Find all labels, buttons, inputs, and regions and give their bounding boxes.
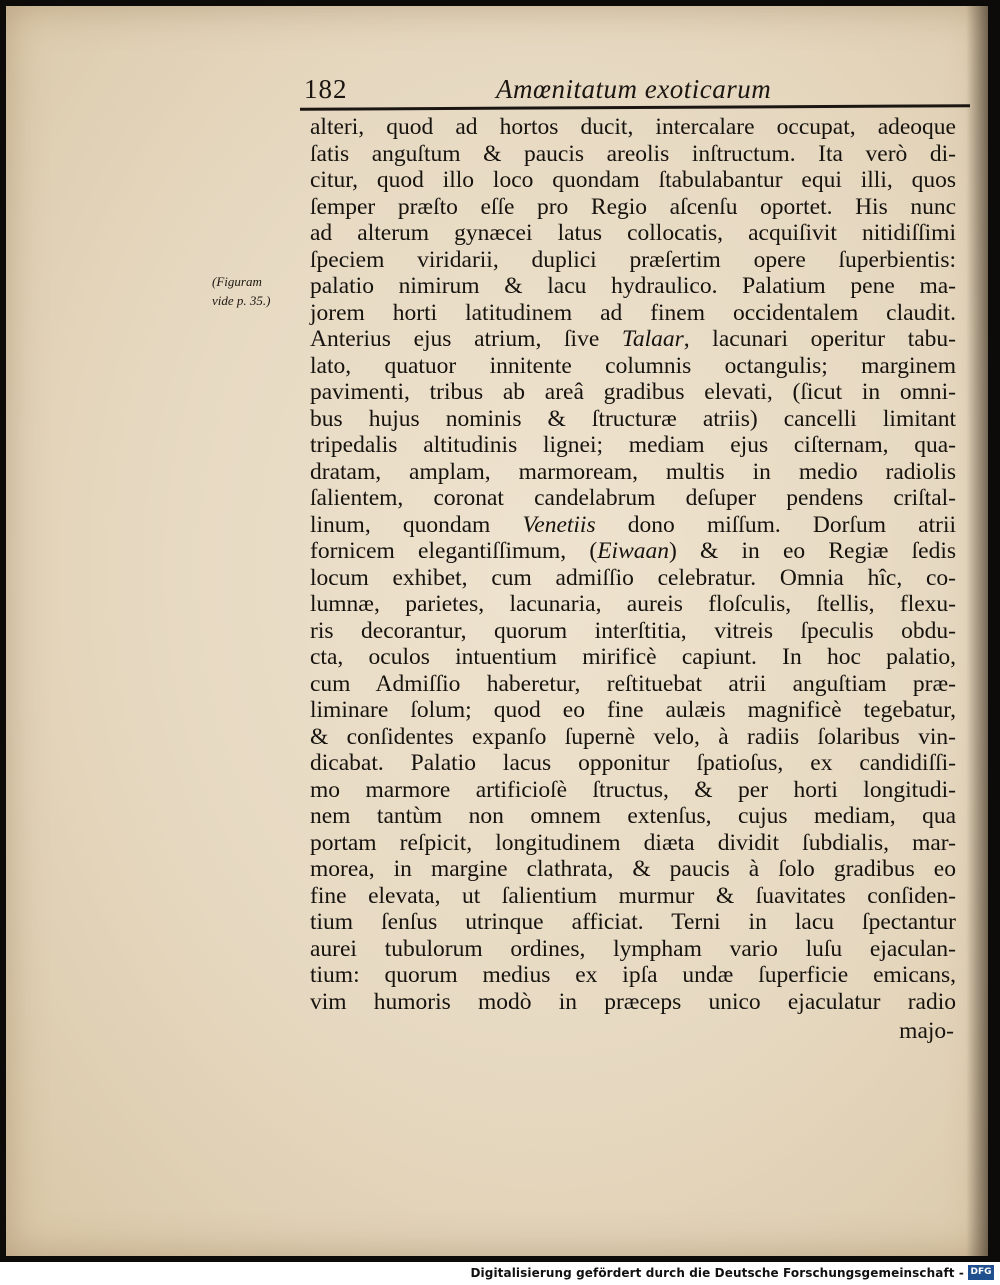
text-line: ad alterum gynæcei latus collocatis, acquiſivit nitidiſſimi xyxy=(310,220,956,246)
text-line: dratam, amplam, marmoream, multis in medio radiolis xyxy=(310,458,956,485)
page-number: 182 xyxy=(304,74,348,104)
footer-credit: Digitalisierung gefördert durch die Deutsche Forschungsgemeinschaft - xyxy=(470,1266,964,1280)
text-line: tripedalis altitudinis lignei; mediam ejus ciſternam, qua- xyxy=(310,432,956,458)
marginal-note-line: vide p. 35.) xyxy=(212,293,271,308)
digitization-footer xyxy=(0,1262,1000,1285)
text-line: citur, quod illo loco quondam ſtabulabantur equi illi, quos xyxy=(310,167,956,193)
text-line: palatio nimirum & lacu hydraulico. Palatium pene ma- xyxy=(310,273,956,299)
text-line: ſalientem, coronat candelabrum deſuper pendens criſtal- xyxy=(310,485,956,511)
text-line: Anterius ejus atrium, ſive Talaar, lacunari operitur tabu- xyxy=(310,326,956,352)
catchword: majo- xyxy=(899,1018,954,1044)
page-gutter-shadow xyxy=(966,6,988,1256)
text-line: jorem horti latitudinem ad finem occidentalem claudit. xyxy=(310,299,956,326)
text-line: vim humoris modò in præceps unico ejaculatur radio xyxy=(310,988,956,1015)
text-line: nem tantùm non omnem extenſus, cujus mediam, qua xyxy=(310,803,956,829)
text-line: locum exhibet, cum admiſſio celebratur. Omnia hîc, co- xyxy=(310,564,956,591)
text-line: portam reſpicit, longitudinem diæta dividit ſubdialis, mar- xyxy=(310,829,956,856)
text-line: tium: quorum medius ex ipſa undæ ſuperficie emicans, xyxy=(310,962,956,988)
text-line: ſemper præſto eſſe pro Regio aſcenſu oportet. His nunc xyxy=(310,193,956,220)
text-line: cum Admiſſio haberetur, reſtituebat atrii anguſtiam præ- xyxy=(310,670,956,697)
page-header xyxy=(300,74,952,108)
text-line: ſpeciem viridarii, duplici præſertim opere ſuperbientis: xyxy=(310,246,956,273)
text-line: & conſidentes expanſo ſupernè velo, à radiis ſolaribus vin- xyxy=(310,723,956,750)
text-line: fornicem elegantiſſimum, (Eiwaan) & in eo Regiæ ſedis xyxy=(310,538,957,564)
marginal-note-line: (Figuram xyxy=(212,274,262,289)
text-line: bus hujus nominis & ſtructuræ atriis) cancelli limitant xyxy=(310,405,956,432)
text-line: cta, oculos intuentium mirificè capiunt. In hoc palatio, xyxy=(310,644,956,670)
text-line: lato, quatuor innitente columnis octangulis; marginem xyxy=(310,352,956,379)
text-line: tium ſenſus utrinque afficiat. Terni in lacu ſpectantur xyxy=(310,909,956,935)
dfg-logo-icon: DFG xyxy=(968,1265,994,1280)
text-line: mo marmore artificioſè ſtructus, & per horti longitudi- xyxy=(310,776,956,803)
text-line: liminare ſolum; quod eo fine aulæis magnificè tegebatur, xyxy=(310,697,956,723)
text-line: dicabat. Palatio lacus opponitur ſpatioſus, ex candidiſſi- xyxy=(310,750,956,776)
italic-term: Venetiis xyxy=(522,511,596,538)
text-line: fine elevata, ut ſalientium murmur & ſuavitates conſiden- xyxy=(310,882,956,909)
body-text xyxy=(310,114,956,1015)
text-line: linum, quondam Venetiis dono miſſum. Dorſum atrii xyxy=(310,511,957,538)
running-head: Amœnitatum exoticarum xyxy=(496,74,772,104)
text-line: ſatis anguſtum & paucis areolis inſtructum. Ita verò di- xyxy=(310,140,956,167)
text-line: lumnæ, parietes, lacunaria, aureis floſculis, ſtellis, flexu- xyxy=(310,591,956,617)
text-line: aurei tubulorum ordines, lympham vario luſu ejaculan- xyxy=(310,935,956,962)
marginal-note xyxy=(212,272,304,310)
text-line: alteri, quod ad hortos ducit, intercalare occupat, adeoque xyxy=(310,114,956,140)
italic-term: Talaar xyxy=(621,326,684,352)
italic-term: Eiwaan xyxy=(597,538,670,564)
text-line: pavimenti, tribus ab areâ gradibus elevati, (ſicut in omni- xyxy=(310,379,956,405)
text-line: ris decorantur, quorum interſtitia, vitreis ſpeculis obdu- xyxy=(310,617,956,644)
text-line: morea, in margine clathrata, & paucis à ſolo gradibus eo xyxy=(310,856,956,882)
